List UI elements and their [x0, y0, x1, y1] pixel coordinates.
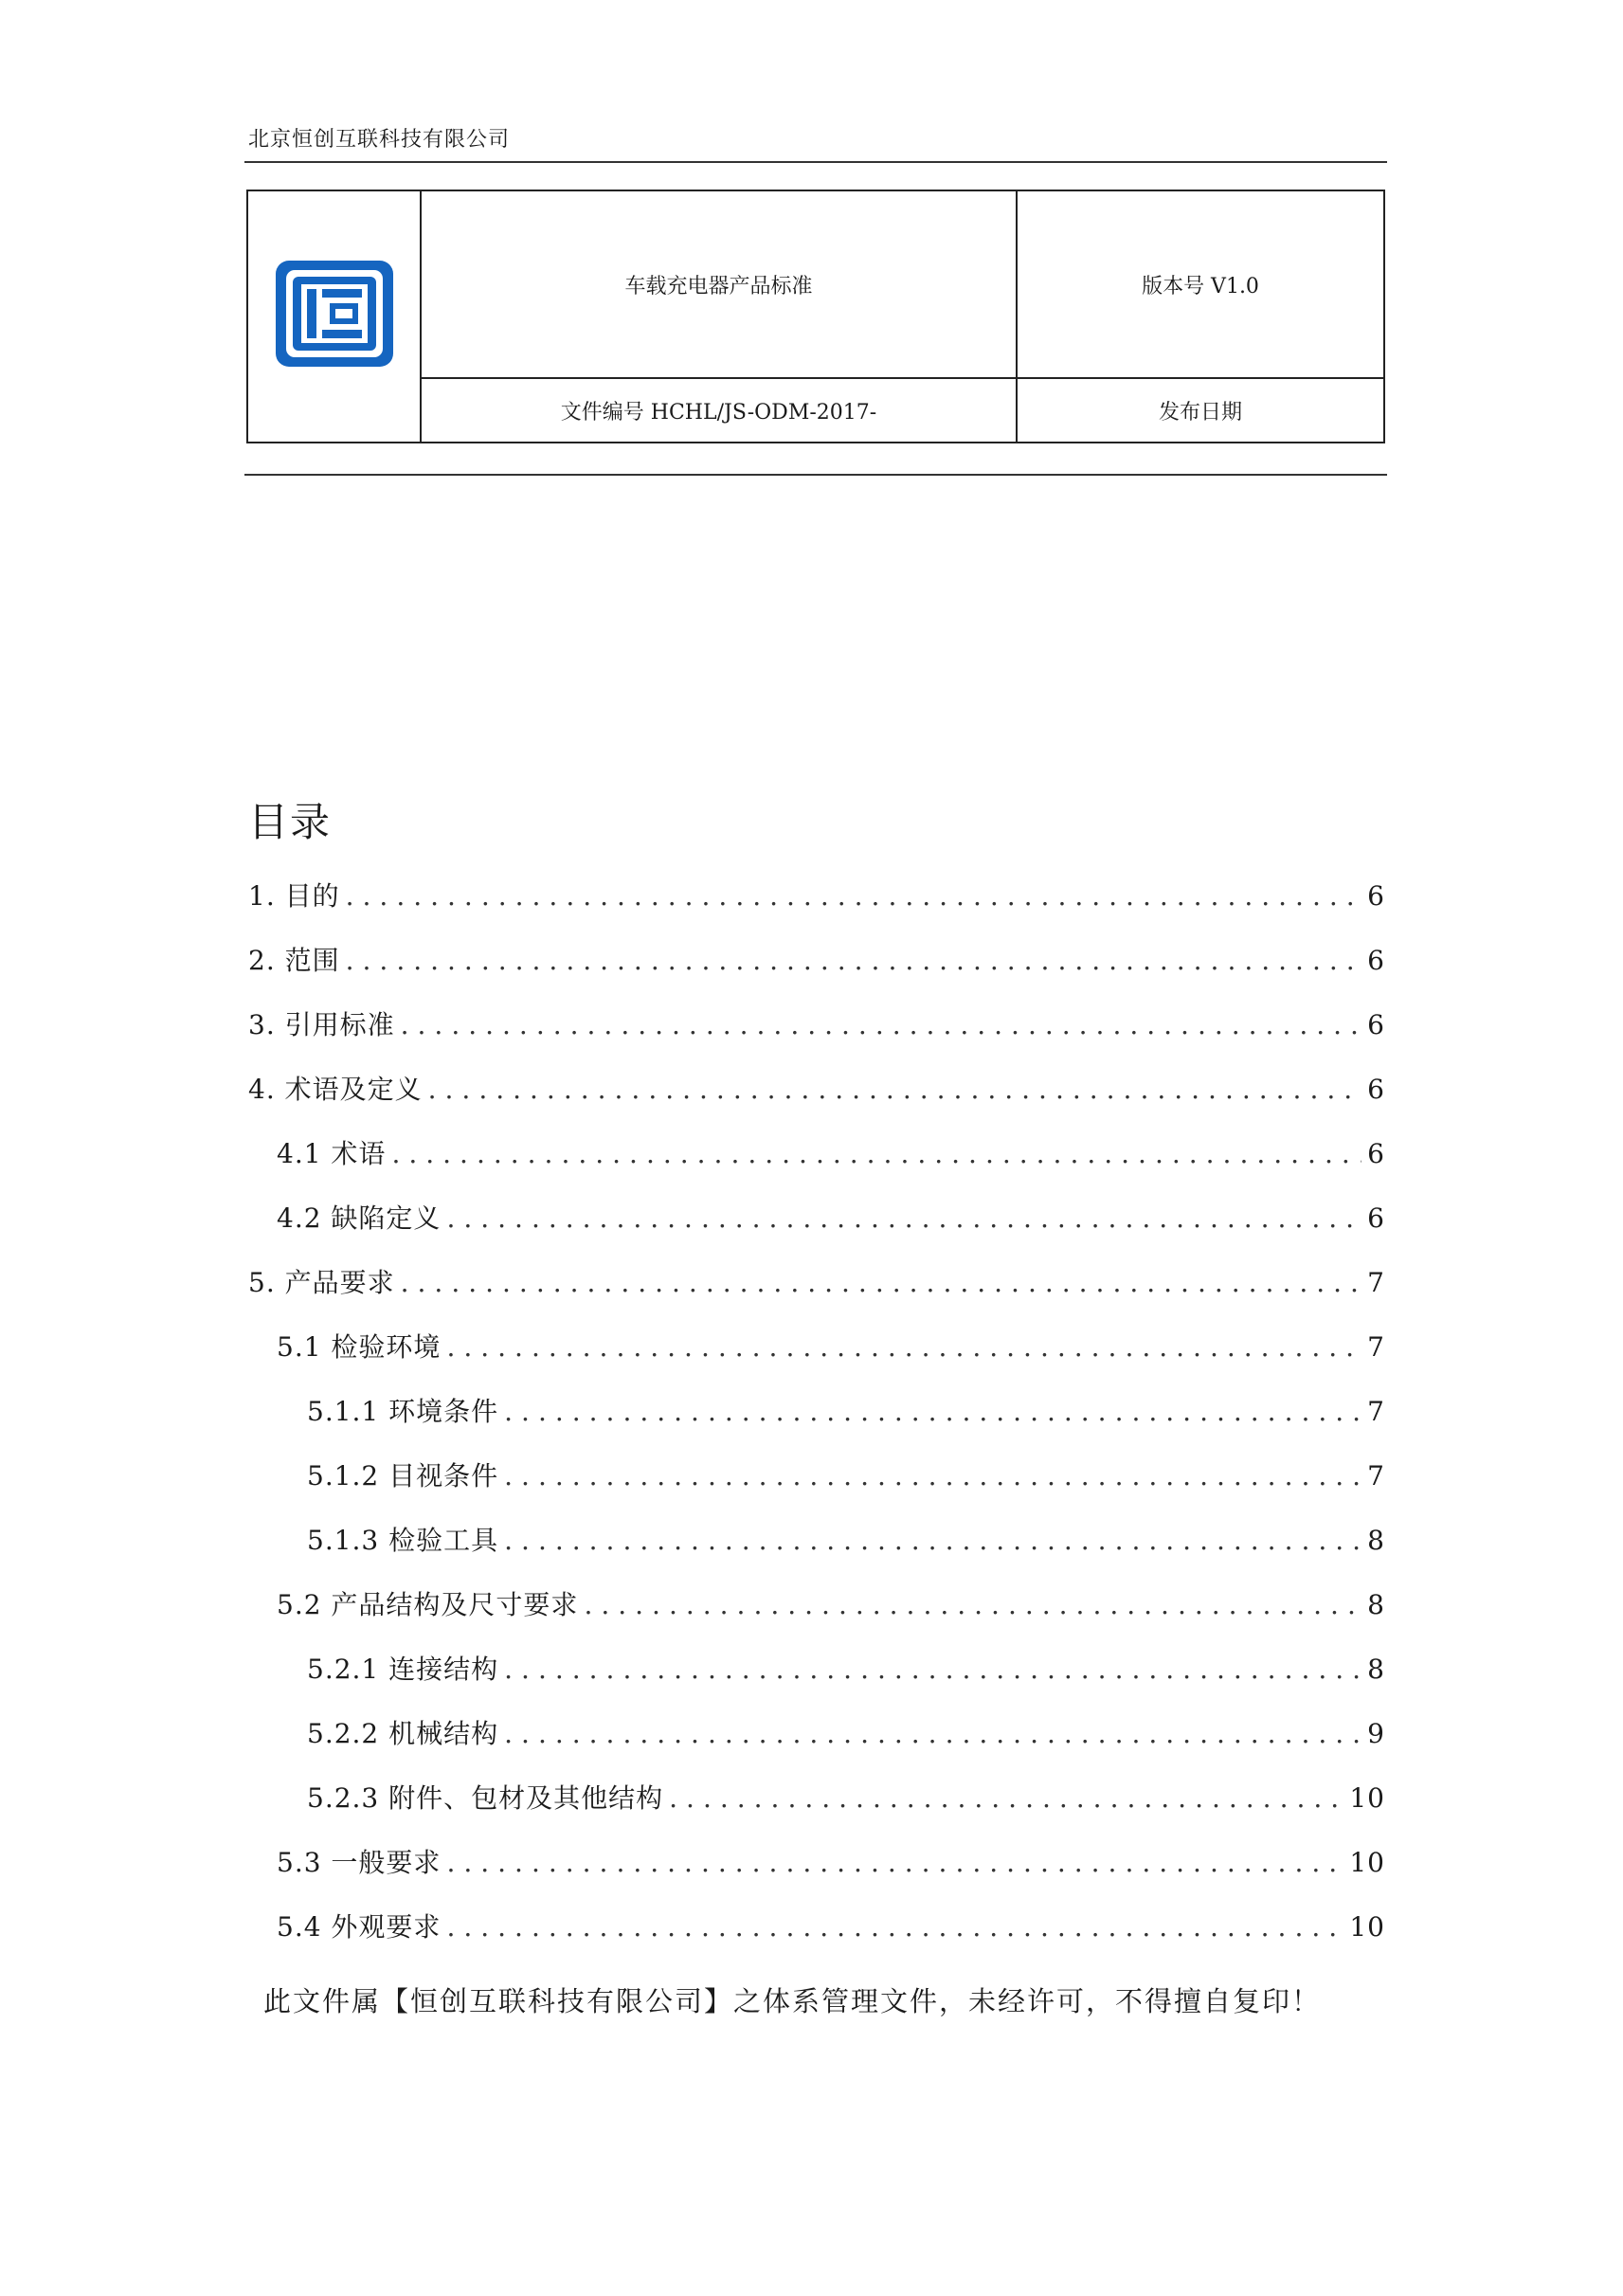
toc-leader: [401, 999, 1362, 1052]
toc-entry-text: 5.1.3 检验工具: [307, 1525, 499, 1556]
toc-leader: [504, 1385, 1362, 1438]
toc-entry-text: 2. 范围: [248, 945, 340, 976]
toc-title: 目录: [248, 799, 333, 845]
toc-entry-text: 4. 术语及定义: [248, 1074, 423, 1105]
document-title: 车载充电器产品标准: [421, 190, 1017, 378]
toc-entry-page: 6: [1367, 880, 1385, 912]
toc-entry[interactable]: [248, 1385, 1385, 1450]
toc-entry[interactable]: [248, 1063, 1385, 1128]
toc-entry[interactable]: [248, 1579, 1385, 1643]
header-rule: [244, 161, 1387, 163]
confidentiality-notice: 此文件属【恒创互联科技有限公司】之体系管理文件，未经许可，不得擅自复印！: [263, 1985, 1322, 2017]
toc-entry-text: 5.1.1 环境条件: [307, 1396, 499, 1427]
toc-entry[interactable]: [248, 1192, 1385, 1256]
toc-leader: [346, 934, 1362, 987]
toc-entry[interactable]: [248, 934, 1385, 999]
toc-entry-text: 5.4 外观要求: [277, 1911, 442, 1943]
toc-leader: [428, 1063, 1362, 1116]
toc-leader: [504, 1450, 1362, 1503]
toc-entry-text: 1. 目的: [248, 880, 340, 912]
toc-leader: [391, 1128, 1362, 1181]
toc-leader: [346, 870, 1362, 923]
table-of-contents: [248, 870, 1385, 1965]
toc-entry-page: 7: [1367, 1267, 1385, 1298]
company-logo: [273, 258, 396, 370]
toc-entry[interactable]: [248, 1256, 1385, 1321]
toc-entry[interactable]: [248, 1321, 1385, 1385]
toc-entry[interactable]: [248, 1450, 1385, 1514]
toc-entry-text: 5.2 产品结构及尺寸要求: [277, 1589, 579, 1620]
toc-entry-page: 7: [1367, 1460, 1385, 1491]
toc-entry[interactable]: [248, 1836, 1385, 1901]
toc-entry-page: 8: [1367, 1589, 1385, 1620]
toc-entry-page: 6: [1367, 1009, 1385, 1040]
toc-entry-text: 5.2.3 附件、包材及其他结构: [307, 1782, 664, 1814]
toc-entry-page: 8: [1367, 1525, 1385, 1556]
toc-entry[interactable]: [248, 870, 1385, 934]
document-header-table: [246, 190, 1385, 443]
toc-entry[interactable]: [248, 1772, 1385, 1836]
toc-entry-text: 4.1 术语: [277, 1138, 387, 1169]
toc-entry-text: 4.2 缺陷定义: [277, 1202, 442, 1234]
toc-entry-text: 5.3 一般要求: [277, 1847, 442, 1878]
toc-entry-page: 10: [1349, 1847, 1385, 1878]
toc-entry-page: 9: [1367, 1718, 1385, 1749]
toc-leader: [446, 1901, 1343, 1954]
toc-leader: [504, 1514, 1362, 1567]
toc-entry-page: 8: [1367, 1654, 1385, 1685]
toc-leader: [504, 1643, 1362, 1696]
toc-entry-page: 7: [1367, 1331, 1385, 1363]
logo-cell: [247, 190, 421, 443]
toc-entry-page: 7: [1367, 1396, 1385, 1427]
header-bottom-rule: [244, 474, 1387, 476]
toc-leader: [401, 1256, 1362, 1310]
toc-entry-page: 6: [1367, 945, 1385, 976]
toc-leader: [446, 1836, 1343, 1889]
toc-entry[interactable]: [248, 1643, 1385, 1708]
toc-entry[interactable]: [248, 999, 1385, 1063]
toc-leader: [446, 1192, 1362, 1245]
toc-entry-page: 10: [1349, 1911, 1385, 1943]
toc-entry-page: 6: [1367, 1074, 1385, 1105]
toc-entry-text: 5.2.1 连接结构: [307, 1654, 499, 1685]
toc-entry-text: 3. 引用标准: [248, 1009, 395, 1040]
toc-entry[interactable]: [248, 1901, 1385, 1965]
toc-entry-text: 5. 产品要求: [248, 1267, 395, 1298]
toc-entry-text: 5.1 检验环境: [277, 1331, 442, 1363]
toc-leader: [504, 1708, 1362, 1761]
toc-entry-page: 10: [1349, 1782, 1385, 1814]
toc-entry-text: 5.2.2 机械结构: [307, 1718, 499, 1749]
company-name: 北京恒创互联科技有限公司: [248, 128, 511, 152]
toc-leader: [669, 1772, 1343, 1825]
toc-entry[interactable]: [248, 1514, 1385, 1579]
toc-entry[interactable]: [248, 1128, 1385, 1192]
toc-entry[interactable]: [248, 1708, 1385, 1772]
toc-entry-text: 5.1.2 目视条件: [307, 1460, 499, 1491]
toc-leader: [584, 1579, 1362, 1632]
release-date: 发布日期: [1017, 378, 1384, 443]
version-number: 版本号 V1.0: [1017, 190, 1384, 378]
document-number: 文件编号 HCHL/JS-ODM-2017-: [421, 378, 1017, 443]
toc-entry-page: 6: [1367, 1202, 1385, 1234]
toc-leader: [446, 1321, 1362, 1374]
toc-entry-page: 6: [1367, 1138, 1385, 1169]
